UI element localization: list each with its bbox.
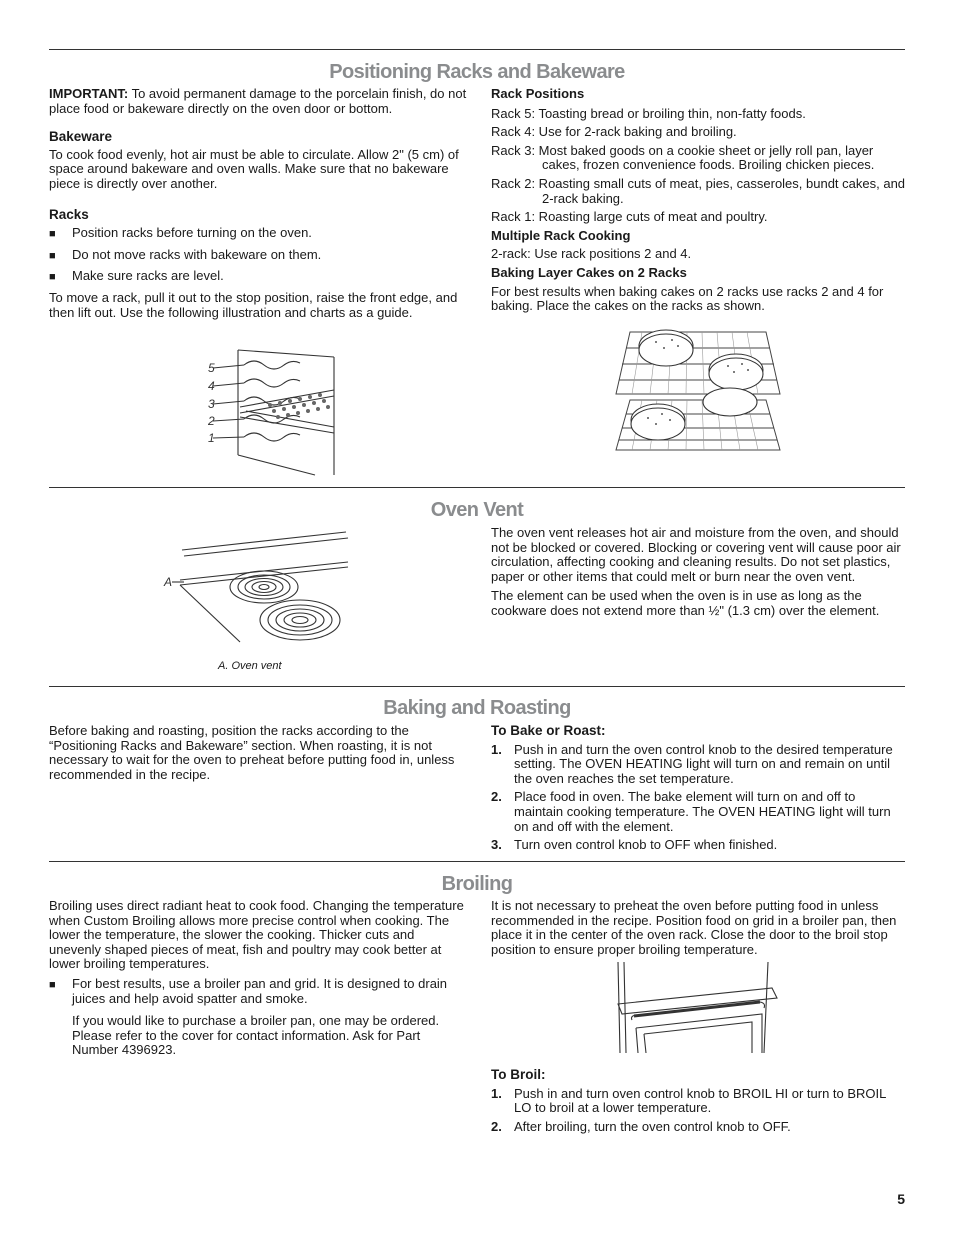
broiling-intro: Broiling uses direct radiant heat to cook food. Changing the temperature when Custom Broiling allows more precise control when cooking. The lower the temperature, the slower the cooking. Thicker cuts and unevenly shaped pieces of meat, fish and poultry may cook better at lower broiling temperatures. xyxy=(49,898,464,972)
rack-positions-heading: Rack Positions xyxy=(491,86,585,101)
vent-paragraph: The element can be used when the oven is in use as long as the cookware does not extend more than ½" (1.3 cm) over the element. xyxy=(491,588,880,618)
section-divider xyxy=(49,487,905,488)
oven-vent-caption: A. Oven vent xyxy=(218,660,282,672)
positioning-left-column xyxy=(49,87,469,324)
bakeware-heading: Bakeware xyxy=(49,129,113,145)
bullet-square-icon: ■ xyxy=(49,249,56,262)
broiling-preheat-text: It is not necessary to preheat the oven before putting food in unless recommended in the recipe. Position food on grid in a broiler pan, then place it in the center of the oven rack. Close the door to the broil stop position to ensure proper broiling temperature. xyxy=(491,898,897,957)
bullet-square-icon: ■ xyxy=(49,271,56,284)
rack-number-label: 3 xyxy=(208,397,215,411)
layer-cakes-text: For best results when baking cakes on 2 racks use racks 2 and 4 for baking. Place the cakes on the racks as shown. xyxy=(491,283,884,314)
two-rack-cakes-illustration xyxy=(612,328,784,453)
broiling-right-column xyxy=(491,899,905,961)
list-item: ■ Position racks before turning on the oven. xyxy=(49,225,312,241)
section-divider xyxy=(49,861,905,862)
important-label: IMPORTANT: xyxy=(49,86,129,101)
page-number: 5 xyxy=(897,1191,905,1207)
rack-number-label: 1 xyxy=(208,431,215,445)
section-divider xyxy=(49,686,905,687)
broiler-pan-note: If you would like to purchase a broiler pan, one may be ordered. Please refer to the cover for contact information. Ask for Part Number 4396923. xyxy=(72,1013,440,1058)
broil-stop-door-illustration xyxy=(612,958,782,1056)
list-item: 1. Push in and turn the oven control knob to the desired temperature setting. The OVEN HEATING light will turn on and remain on until the oven reaches the set temperature. xyxy=(491,741,893,786)
multiple-rack-text: 2-rack: Use rack positions 2 and 4. xyxy=(491,246,692,262)
important-note xyxy=(49,87,469,116)
rack-position-item: Rack 2: Roasting small cuts of meat, pies, casseroles, bundt cakes, and 2-rack baking. xyxy=(491,175,906,206)
bake-roast-steps xyxy=(491,724,905,857)
oven-vent-text xyxy=(491,526,909,623)
rack-position-item: Rack 4: Use for 2-rack baking and broiling. xyxy=(491,124,737,140)
broiling-left-column xyxy=(49,899,467,1062)
bake-roast-heading: To Bake or Roast: xyxy=(491,723,606,738)
bullet-square-icon: ■ xyxy=(49,978,56,991)
bakeware-text: To cook food evenly, hot air must be able to circulate. Allow 2" (5 cm) of space around bakeware and oven walls. Make sure that no bakeware piece is directly over another. xyxy=(49,146,459,191)
rack-position-item: Rack 5: Toasting bread or broiling thin, non-fatty foods. xyxy=(491,105,806,121)
to-broil-heading: To Broil: xyxy=(491,1067,546,1082)
rack-number-label: 4 xyxy=(208,379,215,393)
layer-cakes-heading: Baking Layer Cakes on 2 Racks xyxy=(491,264,687,280)
list-item: 3. Turn oven control knob to OFF when finished. xyxy=(491,837,778,853)
section-title-positioning: Positioning Racks and Bakeware xyxy=(329,61,625,83)
list-item: ■ Make sure racks are level. xyxy=(49,268,224,284)
vent-paragraph: The oven vent releases hot air and moisture from the oven, and should not be blocked or covered. Blocking or covering vent will cause poor air circulation, affecting cooking and cleaning results. Do not set plastics, paper or other items that could melt or burn near the oven vent. xyxy=(491,525,901,584)
move-rack-text: To move a rack, pull it out to the stop position, raise the front edge, and then lift out. Use the following illustration and charts as a guide. xyxy=(49,289,458,320)
section-title-broiling: Broiling xyxy=(441,873,513,895)
list-item: 2. After broiling, turn the oven control knob to OFF. xyxy=(491,1118,791,1134)
racks-heading: Racks xyxy=(49,206,89,222)
rack-position-item: Rack 3: Most baked goods on a cookie sheet or jelly roll pan, layer cakes, frozen convenience foods. Broiling chicken pieces. xyxy=(491,142,875,173)
list-item: ■ For best results, use a broiler pan and grid. It is designed to drain juices and help avoid spatter and smoke. xyxy=(49,975,448,1006)
section-title-oven-vent: Oven Vent xyxy=(430,499,524,521)
positioning-right-column xyxy=(491,87,906,318)
vent-label-a: A xyxy=(164,575,173,589)
oven-vent-illustration xyxy=(160,528,360,646)
to-broil-steps xyxy=(491,1068,905,1138)
rack-position-item: Rack 1: Roasting large cuts of meat and poultry. xyxy=(491,209,768,225)
list-item: 2. Place food in oven. The bake element will turn on and off to maintain cooking temperature. The OVEN HEATING light will turn on and off with the element. xyxy=(491,789,891,834)
bullet-square-icon: ■ xyxy=(49,228,56,241)
list-item: 1. Push in and turn oven control knob to BROIL HI or turn to BROIL LO to broil at a lower temperature. xyxy=(491,1085,886,1116)
baking-intro: Before baking and roasting, position the racks according to the “Positioning Racks and Bakeware” section. When roasting, it is not necessary to wait for the oven to preheat before putting food in, unless recommended in the recipe. xyxy=(49,723,455,782)
rack-number-label: 2 xyxy=(208,414,215,428)
section-divider xyxy=(49,49,905,50)
important-text: To avoid permanent damage to the porcelain finish, do not place food or bakeware directly on the oven door or bottom. xyxy=(49,86,467,116)
rack-positions-illustration xyxy=(200,345,340,480)
section-title-baking: Baking and Roasting xyxy=(383,697,571,719)
multiple-rack-heading: Multiple Rack Cooking xyxy=(491,227,631,243)
list-item: ■ Do not move racks with bakeware on them. xyxy=(49,246,322,262)
rack-number-label: 5 xyxy=(208,361,215,375)
